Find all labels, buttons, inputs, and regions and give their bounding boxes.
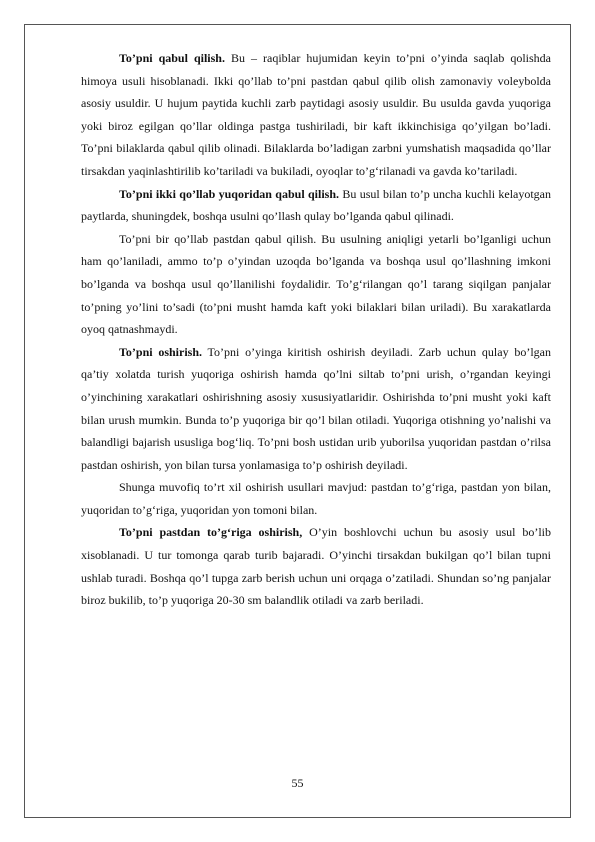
heading-yuqoridan-qabul: To’pni ikki qo’llab yuqoridan qabul qilish.	[119, 186, 340, 201]
paragraph-text: O’yin boshlovchi uchun bu asosiy usul bo’lib xisoblanadi. U tur tomonga qarab turib bajaradi. O’yinchi tirsakdan bukilgan qo’l bilan tupni ushlab turadi. Boshqa qo’l tupga zarb berish uchun uni orqaga o’zatiladi. Shundan so’ng panjalar biroz bukilib, to’p yuqoriga 20-30 sm balandlik otiladi va zarb beriladi.	[81, 525, 551, 608]
page-number: 55	[291, 776, 304, 790]
heading-qabul-qilish: To’pni qabul qilish.	[119, 51, 225, 65]
heading-oshirish: To’pni oshirish.	[119, 344, 203, 359]
paragraph-text: To’pni o’yinga kiritish oshirish deyiladi. Zarb uchun qulay bo’lgan qa’tiy xolatda turish yuqoriga oshirish hamda qo’lni siltab to’pni urish, o’rgandan keyingi o’yinchining xarakatlari oshirishning asosiy xususiyatlaridir. Oshirishda to’pni musht yoki kaft bilan urush mumkin. Bunda to’p yuqoriga bir qo’l bilan otiladi. Yuqoriga otishning yo’nalishi va balandligi bajarish ususliga bog‘liq. To’pni bosh ustidan urib yuborilsa yuqoridan pastdan o’rilsa pastdan oshirish, yon bilan tursa yonlamasiga to’p oshirish deyiladi.	[81, 344, 551, 472]
heading-pastdan-toghriga: To’pni pastdan to’g‘riga oshirish,	[119, 525, 303, 540]
paragraph-text: To’pni bir qo’llab pastdan qabul qilish. Bu usulning aniqligi yetarli bo’lganligi uchun ham qo’laniladi, ammo to’p o’yindan uzoqda bo’lganda va boshqa usul qo’llashning imkoni bo’lganda va boshqa usul qo’llanilishi foydalidir. To’g‘rilangan qo’l tarang siqilgan panjalar to’pning yo’lini to’sadi (to’pni musht hamda kaft yoki bilaklari bilan uriladi). Bu xarakatlarda oyoq qatnashmaydi.	[81, 231, 551, 337]
paragraph-usullar	[81, 476, 551, 521]
document-body	[81, 47, 551, 612]
paragraph-text: Bu – raqiblar hujumidan keyin to’pni o’yinda saqlab qolishda himoya usuli hisoblanadi. Ikki qo’llab to’pni pastdan qabul qilib olish zamonaviy voleybolda asosiy usuldir. U hujum paytida kuchli zarb paytidagi asosiy usuldir. Bu usulda gavda yuqoriga yoki biroz egilgan qo’llar oldinga pastga tushiriladi, bir kaft ikkinchisiga qo’yilgan bo’ladi. To’pni bilaklarda qabul qilib olinadi. Bilaklarda bo’ladigan zarbni yumshatish maqsadida qo’llar tirsakdan yaqinlashtirilib ko’tariladi va bukiladi, oyoqlar to’g‘rilanadi va gavda ko’tariladi.	[81, 51, 551, 178]
paragraph-text: Bu usul bilan to’p uncha kuchli kelayotgan paytlarda, shuningdek, boshqa usulni qo’llash qulay bo’lganda qabul qilinadi.	[81, 186, 552, 224]
paragraph-qabul-qilish	[81, 47, 551, 183]
paragraph-yuqoridan-qabul	[81, 183, 551, 228]
paragraph-oshirish	[81, 341, 551, 477]
paragraph-text: Shunga muvofiq to’rt xil oshirish usullari mavjud: pastdan to’g‘riga, pastdan yon bilan, yuqoridan to’g‘riga, yuqoridan yon tomoni bilan.	[81, 480, 551, 517]
paragraph-bir-qollab	[81, 228, 551, 341]
paragraph-pastdan-toghriga	[81, 521, 551, 611]
